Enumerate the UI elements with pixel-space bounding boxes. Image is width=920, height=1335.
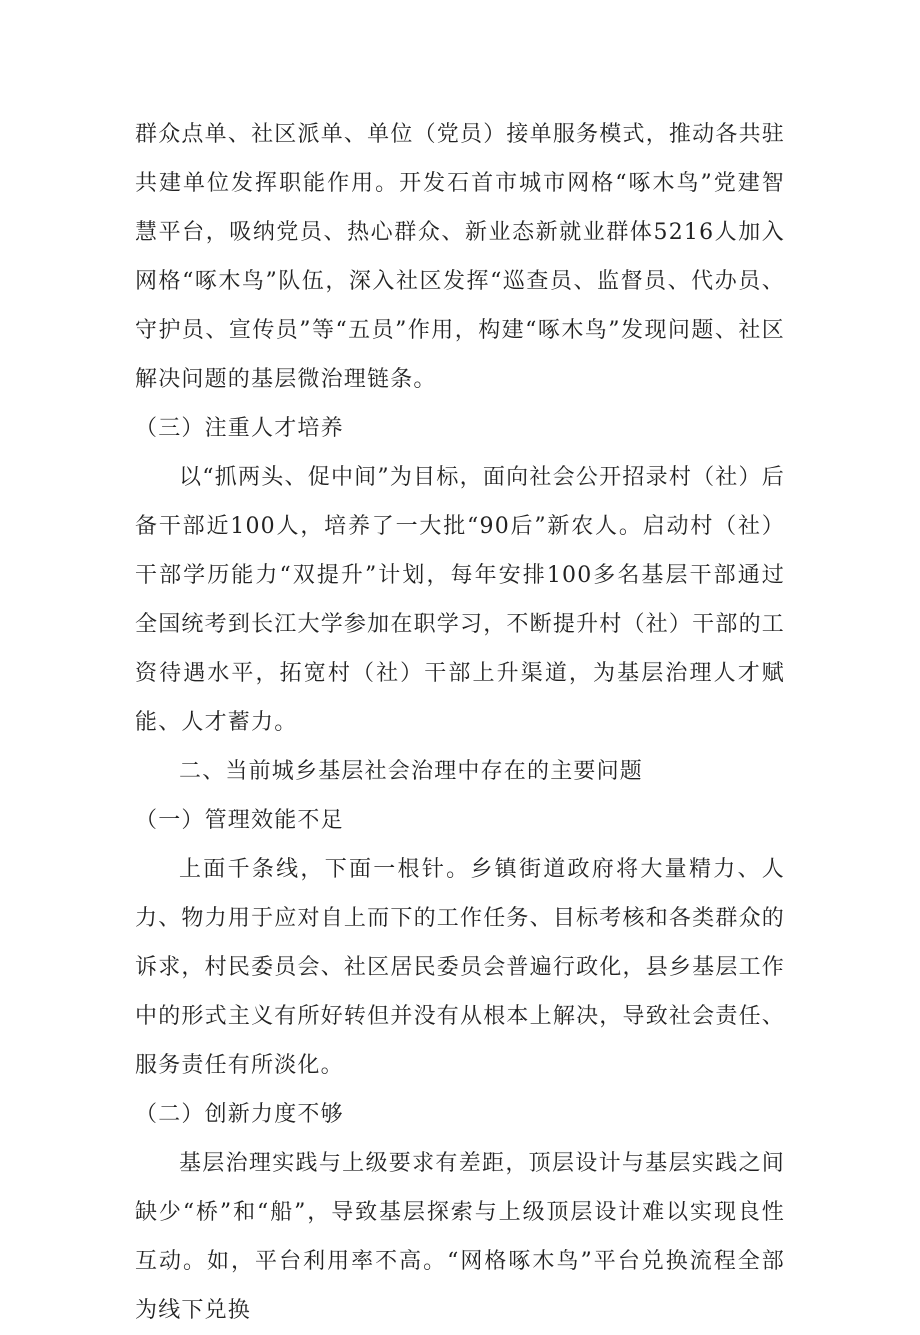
paragraph-management-efficiency: 上面千条线，下面一根针。乡镇街道政府将大量精力、人力、物力用于应对自上而下的工作任务、目标考核和各类群众的诉求，村民委员会、社区居民委员会普遍行政化，县乡基层工作中的形式主义有所好转但并没有从根本上解决，导致社会责任、服务责任有所淡化。 bbox=[135, 857, 785, 1078]
paragraph-innovation: 基层治理实践与上级要求有差距，顶层设计与基层实践之间缺少“桥”和“船”，导致基层探索与上级顶层设计难以实现良性互动。如，平台利用率不高。“网格啄木鸟”平台兑换流程全部为线下兑换 bbox=[135, 1151, 785, 1323]
paragraph-talent-cultivation: 以“抓两头、促中间”为目标，面向社会公开招录村（社）后备干部近100人，培养了一大批“90后”新农人。启动村（社）干部学历能力“双提升”计划，每年安排100多名基层干部通过全国统考到长江大学参加在职学习，不断提升村（社）干部的工资待遇水平，拓宽村（社）干部上升渠道，为基层治理人才赋能、人才蓄力。 bbox=[135, 465, 785, 735]
subheading-innovation: （二）创新力度不够 bbox=[135, 1102, 344, 1127]
section-heading-main-problems: 二、当前城乡基层社会治理中存在的主要问题 bbox=[179, 759, 644, 784]
subheading-talent-cultivation: （三）注重人才培养 bbox=[135, 416, 344, 441]
document-body bbox=[135, 110, 785, 1335]
paragraph-continuation: 群众点单、社区派单、单位（党员）接单服务模式，推动各共驻共建单位发挥职能作用。开发石首市城市网格“啄木鸟”党建智慧平台，吸纳党员、热心群众、新业态新就业群体5216人加入网格“啄木鸟”队伍，深入社区发挥“巡查员、监督员、代办员、守护员、宣传员”等“五员”作用，构建“啄木鸟”发现问题、社区解决问题的基层微治理链条。 bbox=[135, 122, 785, 392]
subheading-management-efficiency: （一）管理效能不足 bbox=[135, 808, 344, 833]
